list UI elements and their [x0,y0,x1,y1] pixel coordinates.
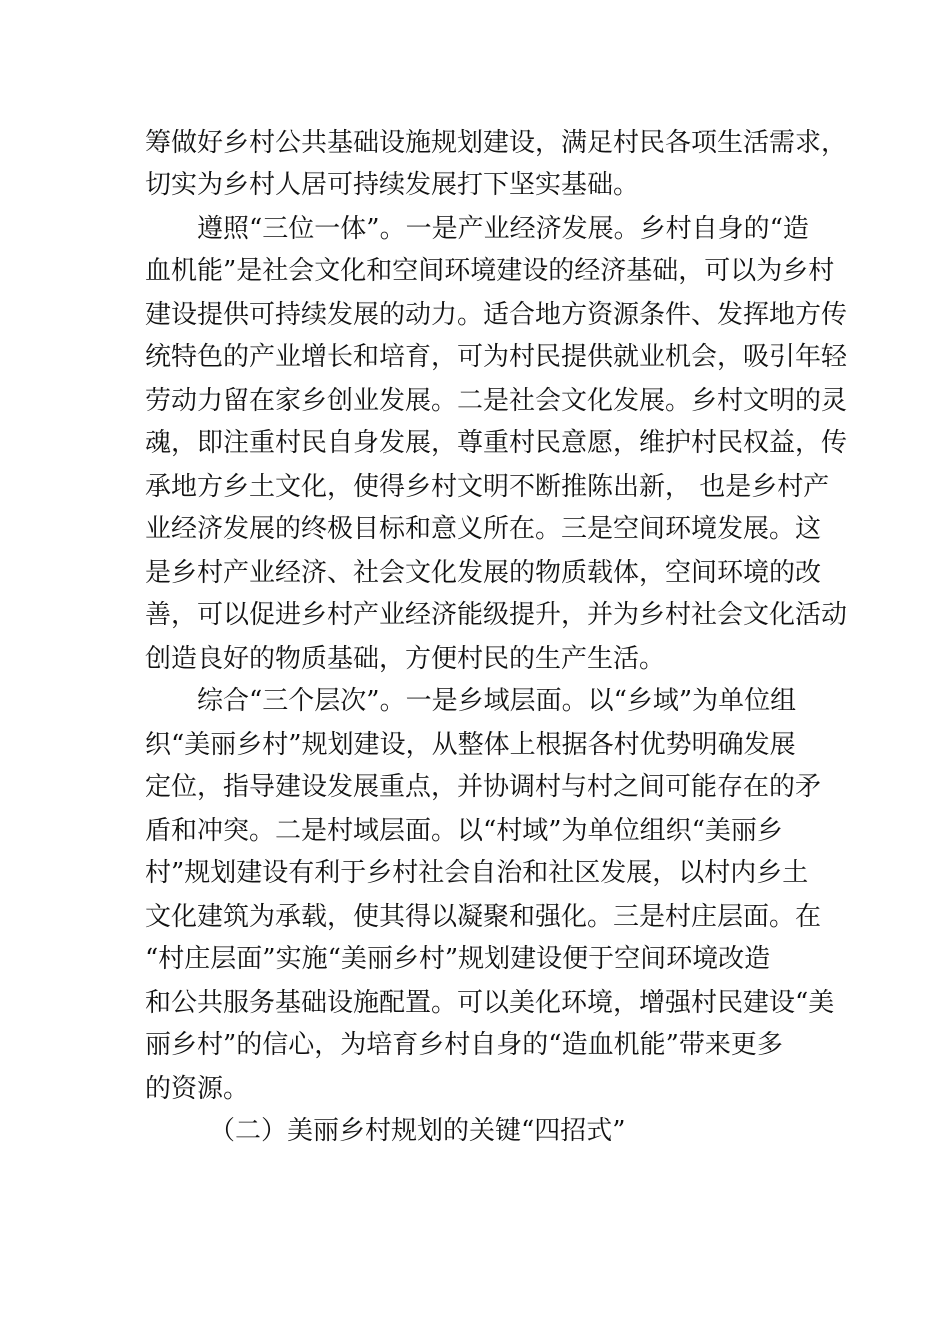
paragraph-first-line: 综合“三个层次”。一是乡域层面。以“乡域”为单位组 [197,686,797,716]
text-line: 创造良好的物质基础，方便村民的生产生活。 [145,644,666,674]
text-line: 定位，指导建设发展重点，并协调村与村之间可能存在的矛 [145,772,822,802]
text-line: 盾和冲突。二是村域层面。以“村域”为单位组织“美丽乡 [145,816,783,846]
text-line: 善，可以促进乡村产业经济能级提升，并为乡村社会文化活动 [145,600,848,630]
text-line: 和公共服务基础设施配置。可以美化环境，增强村民建设“美 [145,988,835,1018]
text-line: 劳动力留在家乡创业发展。二是社会文化发展。乡村文明的灵 [145,386,848,416]
text-line: 村”规划建设有利于乡村社会自治和社区发展，以村内乡土 [145,858,809,888]
text-line: 承地方乡土文化，使得乡村文明不断推陈出新， 也是乡村产 [145,472,830,502]
text-line: 统特色的产业增长和培育，可为村民提供就业机会，吸引年轻 [145,342,848,372]
text-line: 建设提供可持续发展的动力。适合地方资源条件、发挥地方传 [145,300,848,330]
text-line: 血机能”是社会文化和空间环境建设的经济基础，可以为乡村 [145,256,835,286]
text-line: 是乡村产业经济、社会文化发展的物质载体，空间环境的改 [145,558,822,588]
text-line: 魂，即注重村民自身发展，尊重村民意愿，维护村民权益，传 [145,428,848,458]
text-line: 业经济发展的终极目标和意义所在。三是空间环境发展。这 [145,514,822,544]
text-line: 文化建筑为承载，使其得以凝聚和强化。三是村庄层面。在 [145,902,822,932]
text-line: “村庄层面”实施“美丽乡村”规划建设便于空间环境改造 [145,944,771,974]
paragraph-first-line: 遵照“三位一体”。一是产业经济发展。乡村自身的“造 [197,214,809,244]
section-heading: （二）美丽乡村规划的关键“四招式” [209,1116,626,1146]
text-line: 的资源。 [145,1074,250,1104]
text-line: 丽乡村”的信心，为培育乡村自身的“造血机能”带来更多 [145,1030,783,1060]
text-line: 织“美丽乡村”规划建设，从整体上根据各村优势明确发展 [145,730,796,760]
text-line: 切实为乡村人居可持续发展打下坚实基础。 [145,170,640,200]
text-line: 筹做好乡村公共基础设施规划建设，满足村民各项生活需求， [145,128,848,158]
